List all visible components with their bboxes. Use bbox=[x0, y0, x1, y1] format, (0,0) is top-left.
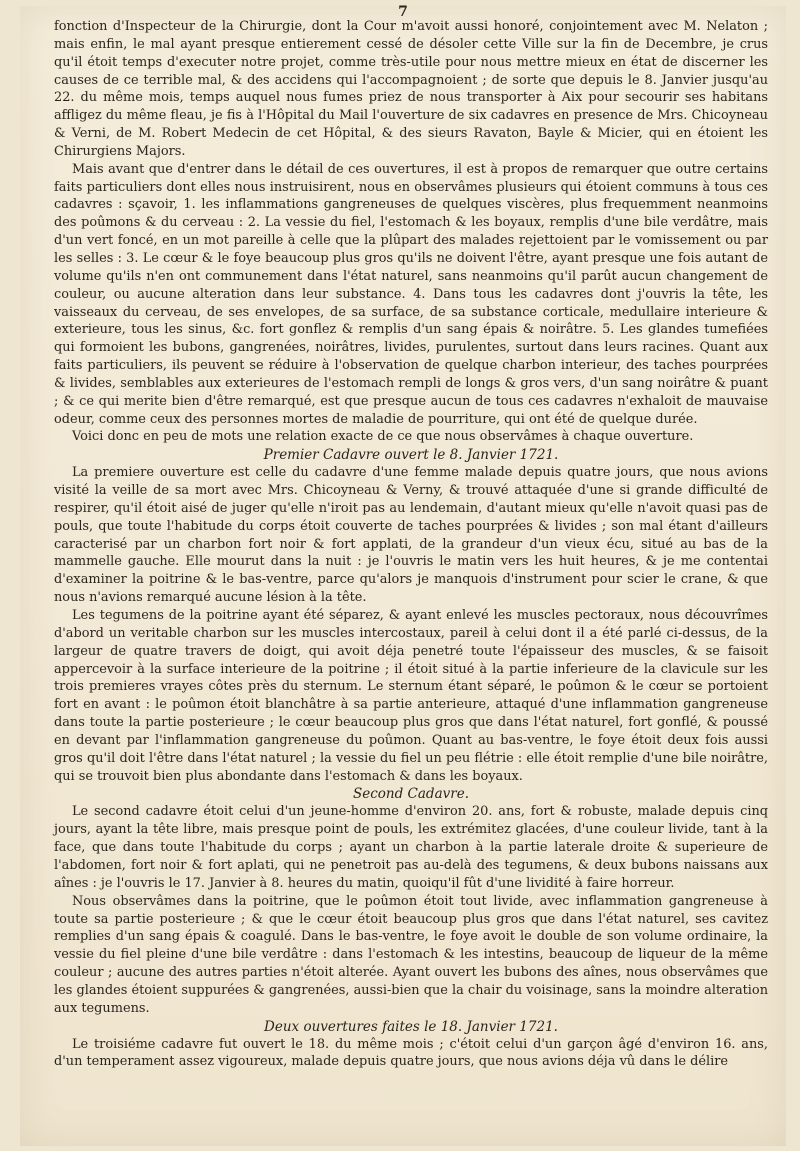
section-heading: Premier Cadavre ouvert le 8. Janvier 1721. bbox=[263, 447, 559, 464]
paragraph: Voici donc en peu de mots une relation exacte de ce que nous observâmes à chaque ouverture. bbox=[72, 429, 694, 445]
section-heading: Deux ouvertures faites le 18. Janvier 1721. bbox=[264, 1018, 558, 1035]
paragraph: Nous observâmes dans la poitrine, que le poûmon étoit tout livide, avec inflammation gangreneuse à toute sa partie posterieure ; & que le cœur étoit beaucoup plus gros que dans l'état naturel, ses cavitez remplies d'un sang épais & coagulé. Dans le bas-ventre, le foye avoit le double de son volume ordinaire, la vessie du fiel pleine d'une bile verdâtre : dans l'estomach & les intestins, beaucoup de liqueur de la même couleur ; aucune des autres parties n'étoit alterée. Ayant ouvert les bubons des aînes, nous observâmes que les glandes étoient suppurées & gangrenées, aussi-bien que la chair du voisinage, sans la moindre alteration aux tegumens. bbox=[54, 893, 768, 1016]
paragraph: Le troisiéme cadavre fut ouvert le 18. du même mois ; c'étoit celui d'un garçon âgé d'environ 16. ans, d'un temperament assez vigoureux, malade depuis quatre jours, que nous avions déja vû dans le délire bbox=[54, 1036, 768, 1070]
paragraph: Les tegumens de la poitrine ayant été séparez, & ayant enlevé les muscles pectoraux, nous découvrîmes d'abord un veritable charbon sur les muscles intercostaux, pareil à celui dont il a été parlé ci-dessus, de la largeur de quatre travers de doigt, qui avoit déja penetré toute l'épaisseur des muscles, & se faisoit appercevoir à la surface interieure de la poitrine ; il étoit situé à la partie inferieure de la clavicule sur les trois premieres vrayes côtes près du sternum. Le sternum étant séparé, le poûmon & le cœur se portoient fort en avant : le poûmon étoit blanchâtre à sa partie anterieure, attaqué d'une inflammation gangreneuse dans toute la partie posterieure ; le cœur beaucoup plus gros que dans l'état naturel, fort gonflé, & poussé en devant par l'inflammation gangreneuse du poûmon. Quant au bas-ventre, le foye étoit deux fois aussi gros qu'il doit l'être dans l'état naturel ; la vessie du fiel un peu flétrie : elle étoit remplie d'une bile noirâtre, qui se trouvoit bien plus abondante dans l'estomach & dans les boyaux. bbox=[54, 608, 768, 784]
paragraph: Le second cadavre étoit celui d'un jeune-homme d'environ 20. ans, fort & robuste, malade depuis cinq jours, ayant la tête libre, mais presque point de pouls, les extrémitez glacées, d'une couleur livide, tant à la face, que dans toute l'habitude du corps ; ayant un charbon à la partie laterale droite & superieure de l'abdomen, fort noir & fort aplati, qui ne penetroit pas au-delà des tegumens, & deux bubons naissans aux aînes : je l'ouvris le 17. Janvier à 8. heures du matin, quoiqu'il fût d'une lividité à faire horreur. bbox=[54, 804, 768, 891]
page-number: 7 bbox=[398, 4, 408, 20]
paragraph: Mais avant que d'entrer dans le détail de ces ouvertures, il est à propos de remarquer que outre certains faits particuliers dont elles nous instruisirent, nous en observâmes plusieurs qui étoient communs à tous ces cadavres : sçavoir, 1. les inflammations gangreneuses de quelques viscères, plus frequemment neanmoins des poûmons & du cerveau : 2. La vessie du fiel, l'estomach & les boyaux, remplis d'une bile verdâtre, mais d'un vert foncé, en un mot pareille à celle que la plûpart des malades rejettoient par le vomissement ou par les selles : 3. Le cœur & le foye beaucoup plus gros qu'ils ne doivent l'être, ayant presque une fois autant de volume qu'ils n'en ont communement dans l'état naturel, sans neanmoins qu'il parût aucun changement de couleur, ou aucune alteration dans leur substance. 4. Dans tous les cadavres dont j'ouvris la tête, les vaisseaux du cerveau, de ses envelopes, de sa surface, de sa substance corticale, medullaire interieure & exterieure, tous les sinus, &c. fort gonflez & remplis d'un sang épais & noirâtre. 5. Les glandes tumefiées qui formoient les bubons, gangrenées, noirâtres, livides, purulentes, surtout dans leurs racines. Quant aux faits particuliers, ils peuvent se réduire à l'observation de quelque charbon interieur, des taches pourprées & livides, semblables aux exterieures de l'estomach rempli de longs & gros vers, d'un sang noirâtre & puant ; & ce qui merite bien d'être remarqué, est que presque aucun de tous ces cadavres n'exhaloit de mauvaise odeur, comme ceux des personnes mortes de maladie de pourriture, qui ont été de quelque durée. bbox=[54, 161, 768, 427]
paragraph: fonction d'Inspecteur de la Chirurgie, dont la Cour m'avoit aussi honoré, conjointement avec M. Nelaton ; mais enfin, le mal ayant presque entierement cessé de désoler cette Ville sur la fin de Decembre, je crus qu'il étoit temps d'executer notre projet, comme très-utile pour nous mettre mieux en état de discerner les causes de ce terrible mal, & des accidens qui l'accompagnoient ; de sorte que depuis le 8. Janvier jusqu'au 22. du même mois, temps auquel nous fumes priez de nous transporter à Aix pour secourir ses habitans affligez du même fleau, je fis à l'Hôpital du Mail l'ouverture de six cadavres en presence de Mrs. Chicoyneau & Verni, de M. Robert Medecin de cet Hôpital, & des sieurs Ravaton, Bayle & Micier, qui en étoient les Chirurgiens Majors. bbox=[54, 19, 768, 159]
section-heading: Second Cadavre. bbox=[353, 786, 469, 803]
book-page bbox=[20, 6, 786, 1146]
paragraph: La premiere ouverture est celle du cadavre d'une femme malade depuis quatre jours, que nous avions visité la veille de sa mort avec Mrs. Chicoyneau & Verny, & trouvé attaquée d'une si grande difficulté de respirer, qu'il étoit aisé de juger qu'elle n'iroit pas au lendemain, d'autant mieux qu'elle n'avoit quasi pas de pouls, que toute l'habitude du corps étoit couverte de taches pourprées & livides ; son mal étant d'ailleurs caracterisé par un charbon fort noir & fort applati, de la grandeur d'un vieux écu, situé au bas de la mammelle gauche. Elle mourut dans la nuit : je l'ouvris le matin vers les huit heures, & je me contentai d'examiner la poitrine & le bas-ventre, parce qu'alors je manquois d'instrument pour scier le crane, & que nous n'avions remarqué aucune lésion à la tête. bbox=[54, 465, 768, 606]
page-text bbox=[54, 18, 768, 1071]
